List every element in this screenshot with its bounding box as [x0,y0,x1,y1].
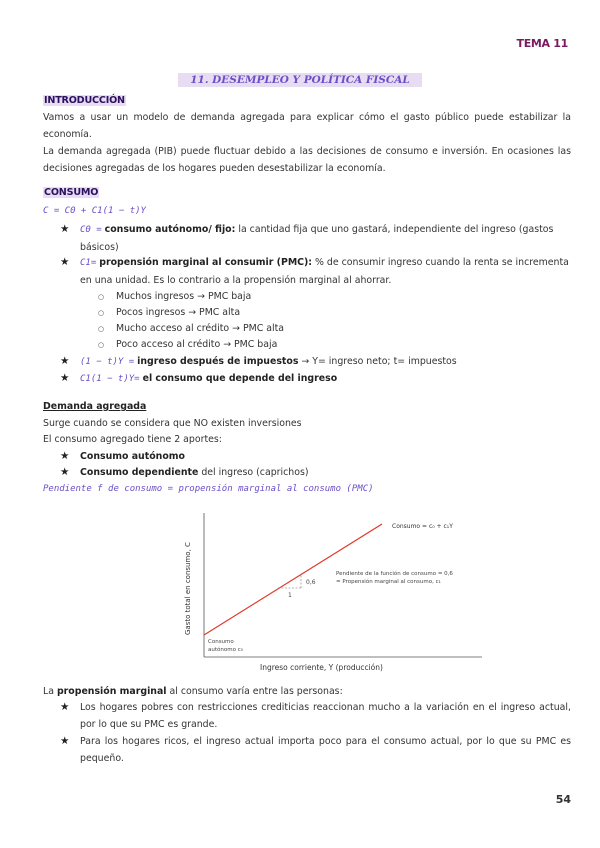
star-icon: ★ [60,735,70,747]
intro-paragraph-2: La demanda agregada (PIB) puede fluctuar debido a las decisiones de consumo e inversión. En ocasiones las decisiones agregadas de los hogares pueden desestabilizar la economía. [43,146,571,174]
consumo-heading: CONSUMO [44,187,99,198]
sub-item: ○ Muchos ingresos → PMC baja [98,288,251,306]
intercept-label-2: autónomo c₀ [208,647,243,653]
star-icon: ★ [60,372,70,384]
bullet-disposable-income: ★ (1 − t)Y = ingreso después de impuestos → Y= ingreso neto; t= impuestos [63,353,571,371]
pmc-item-poor: ★ Los hogares pobres con restricciones crediticias reaccionan mucho a la variación en el ingreso actual, por lo que su PMC es grande. [60,701,571,730]
star-icon: ★ [60,701,70,713]
slope-annotation-1: Pendiente de la función de consumo = 0,6 [336,571,453,577]
intro-paragraph-1: Vamos a usar un modelo de demanda agregada para explicar cómo el gasto público puede estabilizar la economía. [43,112,571,140]
bullet-c0: ★ C0 = consumo autónomo/ fijo: la cantidad fija que uno gastará, independiente del ingreso (gastos básicos) [60,223,554,253]
triangle-rise-label: 0,6 [306,579,316,586]
slope-formula: Pendiente f de consumo = propensión marginal al consumo (PMC) [43,484,374,494]
demanda-heading: Demanda agregada [43,401,147,412]
circle-bullet-icon: ○ [98,309,105,317]
demanda-line-2: El consumo agregado tiene 2 aportes: [43,434,222,445]
star-icon: ★ [60,450,70,462]
bullet-dependiente: ★ Consumo dependiente del ingreso (caprichos) [63,464,571,481]
star-icon: ★ [60,223,70,235]
circle-bullet-icon: ○ [98,293,105,301]
pmc-item-rich: ★ Para los hogares ricos, el ingreso actual importa poco para el consumo actual, por lo que su PMC es pequeño. [60,735,571,764]
intercept-label-1: Consumo [208,639,234,645]
bullet-autonomo: ★ Consumo autónomo [63,448,571,465]
y-axis-label: Gasto total en consumo, C [184,542,192,635]
demanda-line-1: Surge cuando se considera que NO existen inversiones [43,418,302,429]
circle-bullet-icon: ○ [98,325,105,333]
consumption-formula: C = C0 + C1(1 − t)Y [43,206,146,216]
star-icon: ★ [60,256,70,268]
sub-item: ○ Pocos ingresos → PMC alta [98,304,240,322]
triangle-run-label: 1 [288,592,292,599]
star-icon: ★ [60,466,70,478]
star-icon: ★ [60,355,70,367]
page-title: 11. DESEMPLEO Y POLÍTICA FISCAL [0,74,600,86]
sub-item: ○ Poco acceso al crédito → PMC baja [98,336,277,354]
intro-heading: INTRODUCCIÓN [44,95,125,106]
bullet-induced-consumption: ★ C1(1 − t)Y= el consumo que depende del ingreso [63,370,571,388]
consumption-function-chart [170,505,490,675]
series-label: Consumo = c₀ + c₁Y [392,523,453,530]
circle-bullet-icon: ○ [98,341,105,349]
sub-item: ○ Mucho acceso al crédito → PMC alta [98,320,284,338]
topic-tag: TEMA 11 [516,37,568,50]
slope-annotation-2: = Propensión marginal al consumo, c₁ [336,579,441,585]
x-axis-label: Ingreso corriente, Y (producción) [260,663,383,672]
bullet-c1: ★ C1= propensión marginal al consumir (PMC): % de consumir ingreso cuando la renta se incrementa en una unidad. Es lo contrario a la propensión marginal al ahorrar. [60,256,569,286]
pmc-lead: La propensión marginal al consumo varía entre las personas: [43,686,343,697]
page-number: 54 [555,793,571,806]
